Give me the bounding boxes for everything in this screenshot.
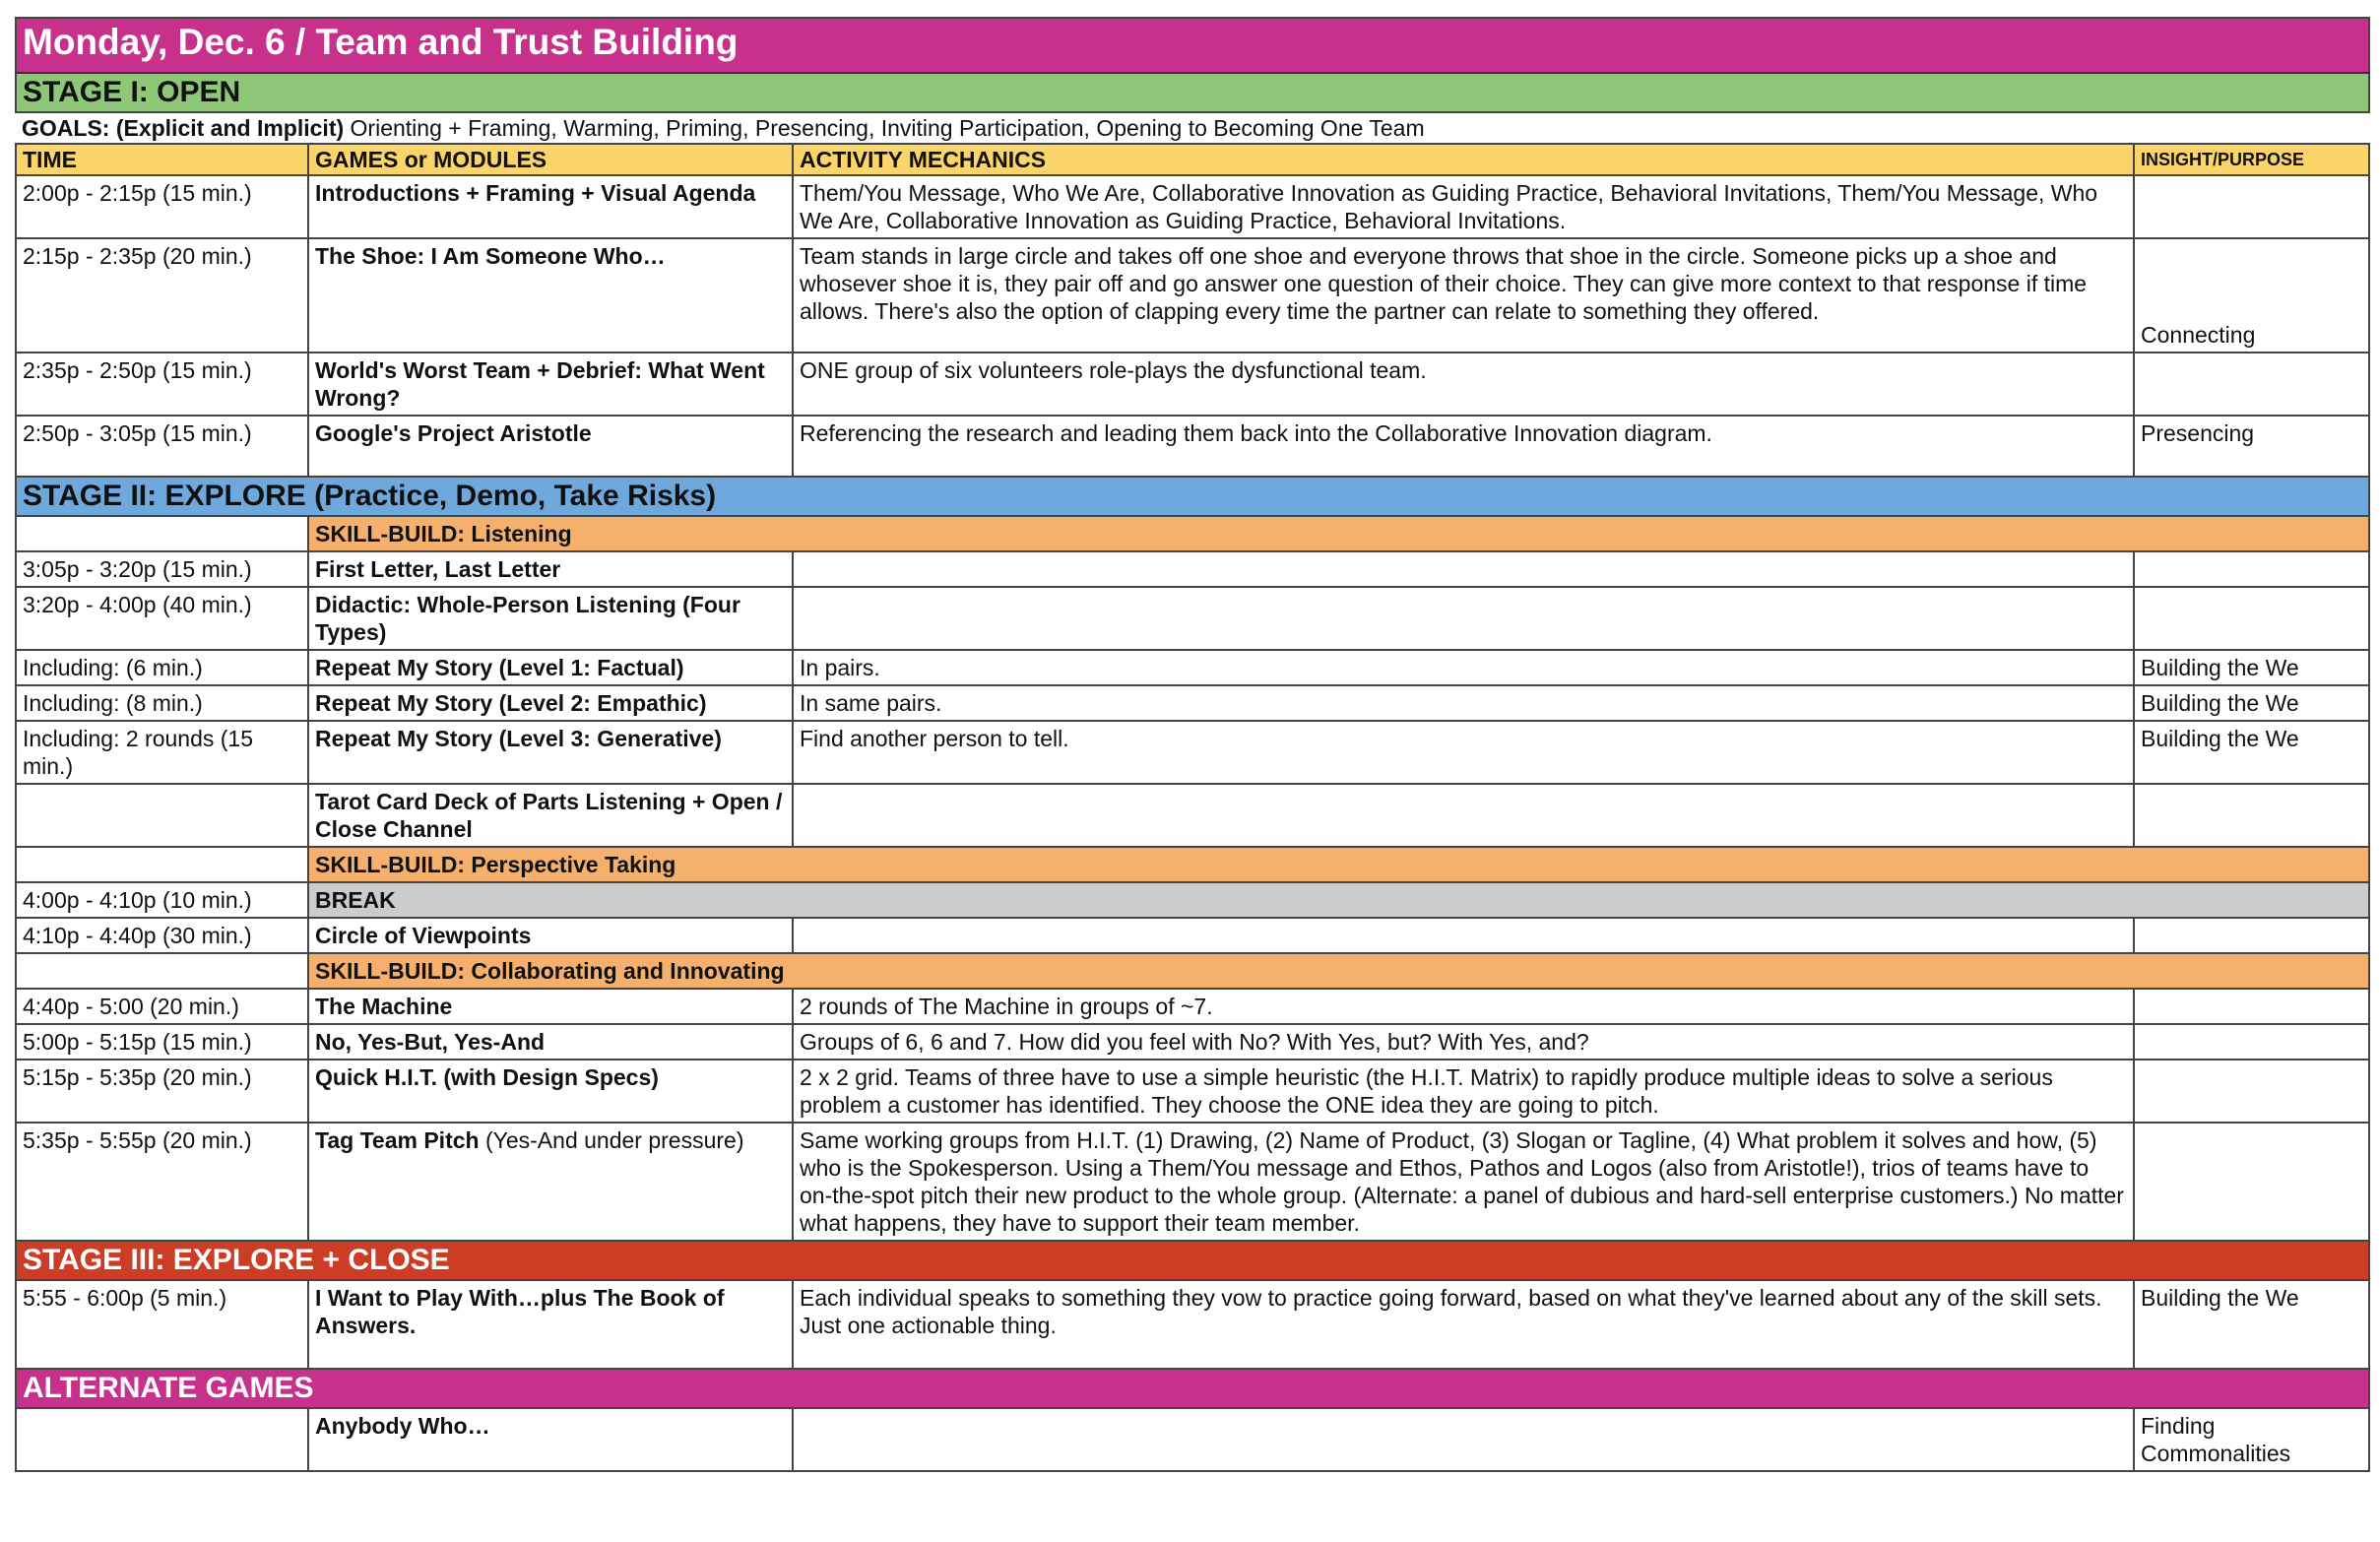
game-cell	[308, 1024, 793, 1060]
table-row	[16, 1123, 2369, 1241]
insight-cell	[2134, 918, 2369, 953]
table-row	[16, 721, 2369, 784]
insight-cell	[2134, 587, 2369, 650]
time-cell: 5:35p - 5:55p (20 min.)	[16, 1123, 308, 1241]
game-title: Circle of Viewpoints	[315, 923, 532, 948]
skill-perspective	[16, 847, 2369, 882]
table-row	[16, 784, 2369, 847]
table-row	[16, 989, 2369, 1024]
insight-cell: Building the We	[2134, 685, 2369, 721]
schedule-table	[15, 17, 2370, 1472]
activity-cell	[793, 784, 2134, 847]
game-cell	[308, 551, 793, 587]
game-title: Tag Team Pitch	[315, 1127, 480, 1153]
activity-cell	[793, 1408, 2134, 1471]
insight-cell: Finding Commonalities	[2134, 1408, 2369, 1471]
table-row	[16, 685, 2369, 721]
insight-cell: Connecting	[2134, 238, 2369, 353]
table-row	[16, 1024, 2369, 1060]
table-row	[16, 1060, 2369, 1123]
time-cell: Including: 2 rounds (15 min.)	[16, 721, 308, 784]
game-cell	[308, 784, 793, 847]
stage-1-header	[16, 73, 2369, 112]
activity-cell: Them/You Message, Who We Are, Collaborative Innovation as Guiding Practice, Behavioral Invitations, Them/You Message, Who We Are, Collaborative Innovation as Guiding Practice, Behavioral Invitations.	[793, 175, 2134, 238]
game-title: The Shoe: I Am Someone Who…	[315, 243, 666, 269]
activity-cell: ONE group of six volunteers role-plays the dysfunctional team.	[793, 353, 2134, 416]
insight-cell	[2134, 353, 2369, 416]
game-cell	[308, 175, 793, 238]
game-title: Introductions + Framing + Visual Agenda	[315, 180, 756, 206]
time-cell: 2:35p - 2:50p (15 min.)	[16, 353, 308, 416]
stage-2-header-title: STAGE II: EXPLORE (Practice, Demo, Take Risks)	[16, 477, 2369, 516]
activity-cell	[793, 918, 2134, 953]
stage-1-title: STAGE I: OPEN	[16, 73, 2369, 112]
skill-collaborating-label: SKILL-BUILD: Collaborating and Innovating	[308, 953, 2369, 989]
table-row	[16, 353, 2369, 416]
time-cell	[16, 784, 308, 847]
time-cell: 4:00p - 4:10p (10 min.)	[16, 882, 308, 918]
insight-cell	[2134, 1123, 2369, 1241]
stage-2-header	[16, 477, 2369, 516]
activity-cell: In pairs.	[793, 650, 2134, 685]
game-title: Tarot Card Deck of Parts Listening + Open / Close Channel	[315, 789, 783, 842]
game-title: Quick H.I.T. (with Design Specs)	[315, 1064, 659, 1090]
game-cell	[308, 1123, 793, 1241]
game-cell	[308, 650, 793, 685]
time-cell: 3:20p - 4:00p (40 min.)	[16, 587, 308, 650]
game-cell	[308, 587, 793, 650]
time-cell: 4:40p - 5:00 (20 min.)	[16, 989, 308, 1024]
table-row	[16, 650, 2369, 685]
insight-cell	[2134, 784, 2369, 847]
time-cell	[16, 847, 308, 882]
time-cell: 5:15p - 5:35p (20 min.)	[16, 1060, 308, 1123]
activity-cell: Same working groups from H.I.T. (1) Drawing, (2) Name of Product, (3) Slogan or Tagline, (4) What problem it solves and how, (5) who is the Spokesperson. Using a Them/You message and Ethos, Pathos and Logos (also from Aristotle!), trios of teams have to on-the-spot pitch their new product to the whole group. (Alternate: a panel of dubious and hard-sell enterprise customers.) No matter what happens, they have to support their team member.	[793, 1123, 2134, 1241]
goals-text: Orienting + Framing, Warming, Priming, Presencing, Inviting Participation, Opening to Becoming One Team	[350, 115, 1425, 141]
time-cell: 2:15p - 2:35p (20 min.)	[16, 238, 308, 353]
col-header-insight: INSIGHT/PURPOSE	[2134, 144, 2369, 175]
time-cell: 2:00p - 2:15p (15 min.)	[16, 175, 308, 238]
table-row	[16, 587, 2369, 650]
insight-cell	[2134, 989, 2369, 1024]
table-row	[16, 1408, 2369, 1471]
time-cell: 4:10p - 4:40p (30 min.)	[16, 918, 308, 953]
goals-cell	[16, 112, 2369, 144]
insight-cell: Presencing	[2134, 416, 2369, 477]
stage-3-header	[16, 1241, 2369, 1280]
activity-cell: Find another person to tell.	[793, 721, 2134, 784]
title-row	[16, 18, 2369, 73]
game-cell	[308, 1060, 793, 1123]
table-row	[16, 551, 2369, 587]
activity-cell: 2 rounds of The Machine in groups of ~7.	[793, 989, 2134, 1024]
insight-cell	[2134, 1024, 2369, 1060]
game-title: Repeat My Story (Level 1: Factual)	[315, 655, 684, 680]
time-cell: 5:00p - 5:15p (15 min.)	[16, 1024, 308, 1060]
col-header-time: TIME	[16, 144, 308, 175]
insight-cell: Building the We	[2134, 650, 2369, 685]
activity-cell: Groups of 6, 6 and 7. How did you feel with No? With Yes, but? With Yes, and?	[793, 1024, 2134, 1060]
time-cell: 2:50p - 3:05p (15 min.)	[16, 416, 308, 477]
activity-cell: 2 x 2 grid. Teams of three have to use a simple heuristic (the H.I.T. Matrix) to rapidly produce multiple ideas to solve a serious problem a customer has identified. They choose the ONE idea they are going to pitch.	[793, 1060, 2134, 1123]
game-cell	[308, 989, 793, 1024]
skill-listening	[16, 516, 2369, 551]
game-cell	[308, 685, 793, 721]
table-row	[16, 1280, 2369, 1369]
game-cell	[308, 353, 793, 416]
table-row	[16, 416, 2369, 477]
time-cell: 5:55 - 6:00p (5 min.)	[16, 1280, 308, 1369]
page-title: Monday, Dec. 6 / Team and Trust Building	[16, 18, 2369, 73]
alternate-games-header-title: ALTERNATE GAMES	[16, 1369, 2369, 1408]
column-header-row	[16, 144, 2369, 175]
alternate-games-header	[16, 1369, 2369, 1408]
skill-perspective-label: SKILL-BUILD: Perspective Taking	[308, 847, 2369, 882]
schedule-sheet	[15, 17, 2368, 1472]
stage-3-header-title: STAGE III: EXPLORE + CLOSE	[16, 1241, 2369, 1280]
time-cell: 3:05p - 3:20p (15 min.)	[16, 551, 308, 587]
time-cell	[16, 516, 308, 551]
skill-collaborating	[16, 953, 2369, 989]
insight-cell	[2134, 1060, 2369, 1123]
break-label: BREAK	[308, 882, 2369, 918]
activity-cell	[793, 587, 2134, 650]
insight-cell: Building the We	[2134, 1280, 2369, 1369]
game-title: Repeat My Story (Level 3: Generative)	[315, 726, 722, 751]
break-row	[16, 882, 2369, 918]
activity-cell: Referencing the research and leading them back into the Collaborative Innovation diagram.	[793, 416, 2134, 477]
col-header-activity: ACTIVITY MECHANICS	[793, 144, 2134, 175]
time-cell	[16, 953, 308, 989]
game-cell	[308, 238, 793, 353]
game-title: The Machine	[315, 994, 453, 1019]
game-cell	[308, 918, 793, 953]
goals-label: GOALS: (Explicit and Implicit)	[22, 115, 345, 141]
game-title: No, Yes-But, Yes-And	[315, 1029, 546, 1055]
activity-cell: In same pairs.	[793, 685, 2134, 721]
game-title: Didactic: Whole-Person Listening (Four Types)	[315, 592, 740, 645]
activity-cell: Team stands in large circle and takes off one shoe and everyone throws that shoe in the circle. Someone picks up a shoe and whosever shoe it is, they pair off and go answer one question of their choice. They can give more context to that response if time allows. There's also the option of clapping every time the partner can relate to something they offered.	[793, 238, 2134, 353]
game-cell: I Want to Play With…plus The Book of Answers.	[308, 1280, 793, 1369]
game-cell	[308, 416, 793, 477]
table-row	[16, 238, 2369, 353]
game-title: Repeat My Story (Level 2: Empathic)	[315, 690, 707, 716]
skill-listening-label: SKILL-BUILD: Listening	[308, 516, 2369, 551]
insight-cell	[2134, 551, 2369, 587]
activity-cell: Each individual speaks to something they vow to practice going forward, based on what they've learned about any of the skill sets. Just one actionable thing.	[793, 1280, 2134, 1369]
game-cell: Anybody Who…	[308, 1408, 793, 1471]
game-title: First Letter, Last Letter	[315, 556, 561, 582]
col-header-games: GAMES or MODULES	[308, 144, 793, 175]
time-cell: Including: (8 min.)	[16, 685, 308, 721]
game-cell	[308, 721, 793, 784]
goals-row	[16, 112, 2369, 144]
insight-cell: Building the We	[2134, 721, 2369, 784]
time-cell	[16, 1408, 308, 1471]
game-note: (Yes-And under pressure)	[484, 1127, 744, 1153]
table-row	[16, 175, 2369, 238]
activity-cell	[793, 551, 2134, 587]
game-title: World's Worst Team + Debrief: What Went Wrong?	[315, 357, 765, 411]
table-row	[16, 918, 2369, 953]
game-title: Google's Project Aristotle	[315, 420, 592, 446]
time-cell: Including: (6 min.)	[16, 650, 308, 685]
insight-cell	[2134, 175, 2369, 238]
